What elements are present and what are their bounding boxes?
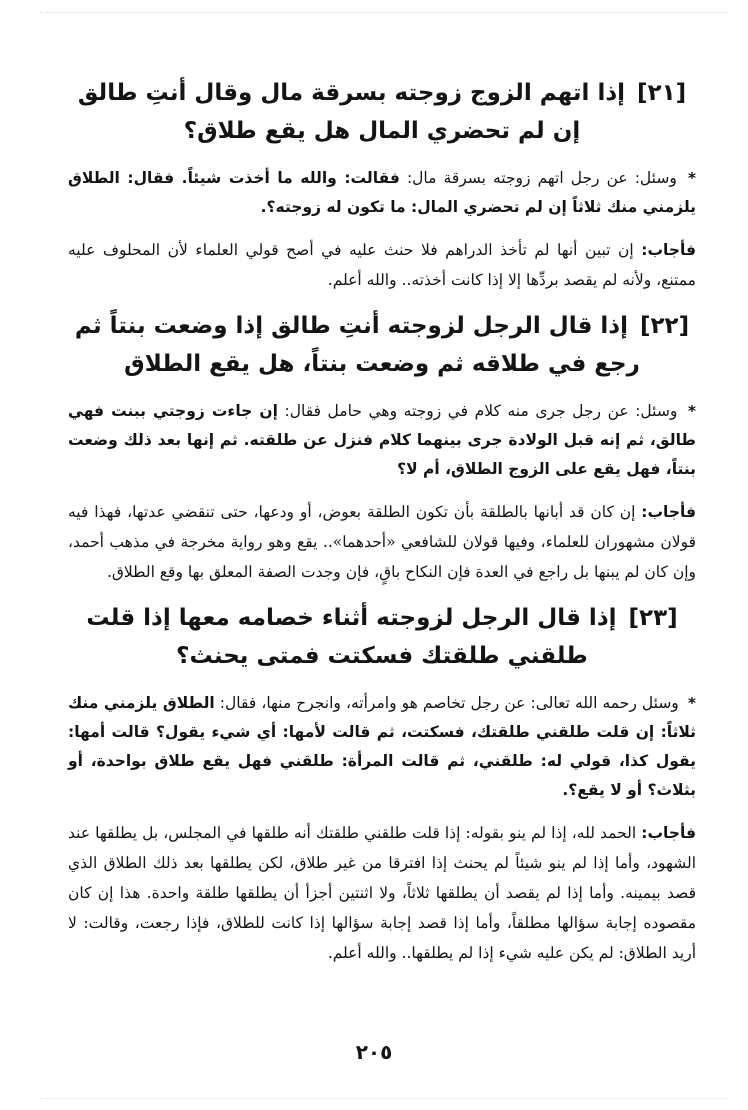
section-number: [٢٣] bbox=[628, 605, 678, 631]
question-paragraph-22 bbox=[68, 397, 696, 484]
question-text: إن جاءت زوجتي ببنت فهي طالق، ثم إنه قبل الولادة جرى بينهما كلام فنزل عن طلقته. ثم إنها بعد ذلك وضعت بنتاً، فهل يقع على الزوج الطلاق، أم لا؟ bbox=[68, 402, 696, 478]
answer-paragraph-21 bbox=[68, 235, 696, 295]
answer-paragraph-23 bbox=[68, 818, 696, 968]
section-title: إذا قال الرجل لزوجته أنتِ طالق إذا وضعت بنتاً ثم رجع في طلاقه ثم وضعت بنتاً، هل يقع الطلاق bbox=[74, 313, 640, 377]
question-text: الطلاق يلزمني منك ثلاثاً: إن قلت طلقني طلقتك، فسكتت، ثم قالت لأمها: أي شيء يقول؟ قالت أمها: يقول كذا، قولي له: طلقني، ثم قالت المرأة: طلقني فهل يقع طلاق بواحدة، أو بثلاث؟ أو لا يقع؟. bbox=[68, 694, 696, 799]
answer-text: إن تبين أنها لم تأخذ الدراهم فلا حنث عليه في أصح قولي العلماء لأن المحلوف عليه ممتنع، ولأنه لم يقصد بردِّها إلا إذا كانت أخذته.. والله أعلم. bbox=[68, 241, 696, 289]
question-marker: * bbox=[687, 402, 697, 420]
section-heading-22 bbox=[68, 307, 696, 383]
question-marker: * bbox=[687, 694, 696, 712]
question-text: فقالت: والله ما أخذت شيئاً. فقال: الطلاق يلزمني منك ثلاثاً إن لم تحضري المال: ما تكون له زوجته؟. bbox=[68, 169, 696, 216]
section-number: [٢١] bbox=[637, 80, 687, 106]
question-lead: وسئل: عن رجل اتهم زوجته بسرقة مال: bbox=[406, 169, 677, 187]
page-number: ٢٠٥ bbox=[355, 1040, 393, 1064]
answer-text: الحمد لله، إذا لم ينو بقوله: إذا قلت طلقني طلقتك أنه طلقها في المجلس، بل يطلقها عند الشهود، وأما إذا لم ينو شيئاً لم يحنث إذا افترقا من غير طلاق، لكن يطلقها بعد ذلك الطلاق الذي قصد بيمينه. وأما إذا لم يقصد أن يطلقها ثلاثاً، ولا اثنتين أجزأ أن يطلقها طلقة واحدة. هذا إن كان مقصوده إجابة سؤالها مطلقاً، وأما إذا قصد إجابة سؤالها إذا كانت للطلاق، فإذا رجعت، وقالت: لا أريد الطلاق: لم يكن عليه شيء إذا لم يطلقها.. والله أعلم. bbox=[68, 824, 696, 962]
answer-label: فأجاب: bbox=[641, 824, 696, 842]
section-title: إذا اتهم الزوج زوجته بسرقة مال وقال أنتِ طالق إن لم تحضري المال هل يقع طلاق؟ bbox=[77, 80, 626, 144]
answer-paragraph-22 bbox=[68, 497, 696, 587]
page-content bbox=[68, 74, 696, 980]
question-paragraph-21 bbox=[68, 164, 696, 222]
answer-label: فأجاب: bbox=[641, 503, 696, 521]
section-heading-21 bbox=[68, 74, 696, 150]
question-lead: وسئل: عن رجل جرى منه كلام في زوجته وهي حامل فقال: bbox=[284, 402, 678, 420]
section-heading-23 bbox=[68, 599, 696, 675]
section-number: [٢٢] bbox=[639, 313, 690, 339]
question-paragraph-23 bbox=[68, 689, 696, 805]
question-lead: وسئل رحمه الله تعالى: عن رجل تخاصم هو وامرأته، وانجرح منها، فقال: bbox=[219, 694, 679, 712]
section-title: إذا قال الرجل لزوجته أثناء خصامه معها إذا قلت طلقني طلقتك فسكتت فمتى يحنث؟ bbox=[86, 605, 617, 669]
answer-text: إن كان قد أبانها بالطلقة بأن تكون الطلقة بعوض، أو ودعها، حتى تنقضي عدتها، فهذا فيه قولان مشهوران للعلماء، وفيها قولان للشافعي «أحدهما».. يقع وهو رواية مخرجة في مذهب أحمد، وإن كان لم يبنها بل راجع في العدة فإن النكاح باقٍ، فإن وجدت الصفة المعلق بها وقع الطلاق. bbox=[68, 503, 696, 581]
question-marker: * bbox=[687, 169, 696, 187]
answer-label: فأجاب: bbox=[641, 241, 696, 259]
